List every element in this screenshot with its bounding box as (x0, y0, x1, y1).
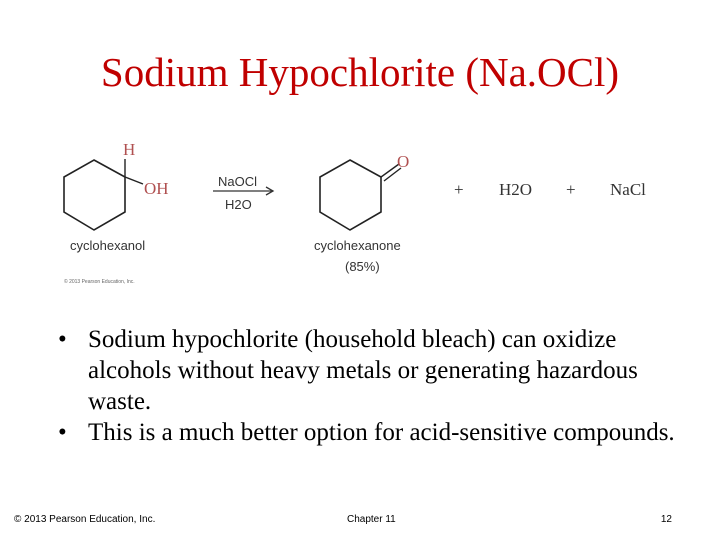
reagent-bottom: H2O (225, 197, 252, 212)
cyclohexanone-label: cyclohexanone (314, 238, 401, 253)
reagent-top: NaOCl (218, 174, 258, 189)
o-label: O (397, 152, 410, 171)
bullet-item (58, 324, 678, 417)
cyclohexanol-ring (64, 160, 125, 230)
oh-label: OH (144, 179, 169, 198)
footer-chapter: Chapter 11 (347, 514, 396, 525)
nacl-label: NaCl (610, 180, 646, 199)
figure-copyright: © 2013 Pearson Education, Inc. (64, 279, 135, 285)
bullet-item (58, 417, 678, 448)
footer-copyright: © 2013 Pearson Education, Inc. (14, 514, 156, 525)
reaction-scheme (50, 135, 670, 290)
h-label: H (123, 140, 136, 159)
footer-page-number: 12 (660, 514, 672, 525)
reaction-diagram (50, 135, 670, 290)
bullet-marker: • (58, 419, 67, 446)
bullet-list (58, 324, 678, 448)
cyclohexanol-label: cyclohexanol (70, 238, 146, 253)
plus-sign-2: + (566, 180, 576, 199)
bullet-marker: • (58, 326, 67, 353)
slide-title: Sodium Hypochlorite (Na.OCl) (100, 49, 620, 95)
cyclohexanone-ring (320, 160, 381, 230)
bullet-text: Sodium hypochlorite (household bleach) can oxidize alcohols without heavy metals or generating hazardous waste. (88, 326, 638, 415)
water-label: H2O (499, 180, 533, 199)
plus-sign-1: + (454, 180, 464, 199)
c-oh-bond (125, 177, 143, 184)
bullet-text: This is a much better option for acid-sensitive compounds. (88, 419, 675, 446)
yield-label: (85%) (345, 259, 380, 274)
